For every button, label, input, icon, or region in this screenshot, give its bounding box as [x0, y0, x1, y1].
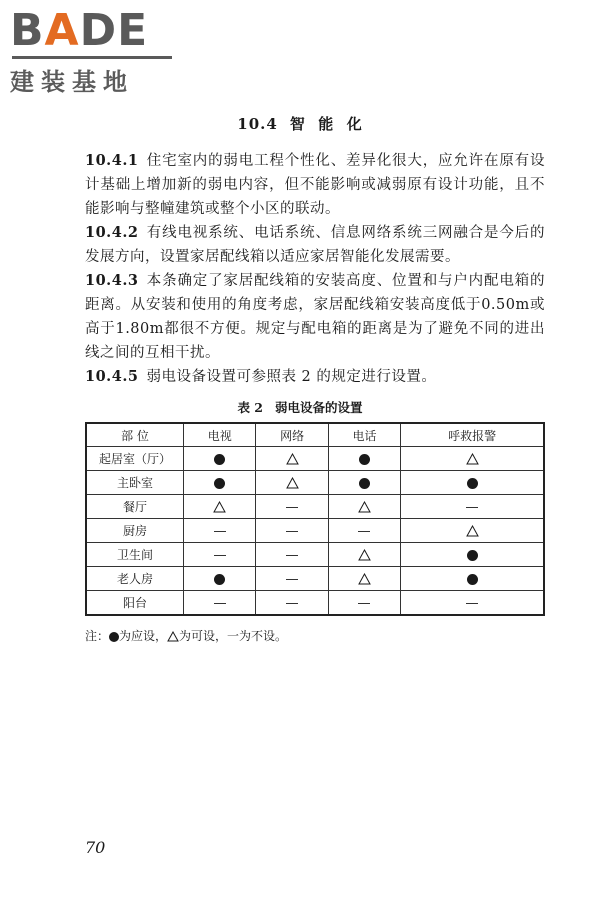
bade-logo: [10, 5, 180, 96]
not-required-cell: [256, 543, 328, 567]
dash-symbol-icon: [286, 507, 298, 508]
header-phone: 电话: [328, 423, 400, 447]
dash-symbol-icon: [358, 531, 370, 532]
required-cell: [328, 447, 400, 471]
row-location: 阳台: [86, 591, 184, 616]
dot-symbol-icon: [467, 574, 478, 585]
dash-symbol-icon: [286, 531, 298, 532]
dash-symbol-icon: [286, 579, 298, 580]
dash-symbol-icon: [466, 507, 478, 508]
table-row: [86, 495, 544, 519]
dash-symbol-icon: [214, 555, 226, 556]
not-required-cell: [256, 567, 328, 591]
optional-cell: [328, 543, 400, 567]
triangle-symbol-icon: [466, 453, 479, 465]
optional-cell: [328, 567, 400, 591]
section-name: 智 能 化: [289, 115, 363, 133]
table-row: [86, 447, 544, 471]
dash-symbol-icon: [286, 603, 298, 604]
section-number: 10.4: [237, 115, 278, 133]
table-note: 注： 为应设， 为可设，一为不设。: [85, 629, 288, 643]
table-caption: 表 2 弱电设备的设置: [237, 400, 363, 415]
section-title: [0, 113, 600, 134]
dot-symbol-icon: [467, 478, 478, 489]
header-location: 部 位: [86, 423, 184, 447]
header-network: 网络: [256, 423, 328, 447]
not-required-cell: [401, 591, 544, 616]
table-row: [86, 471, 544, 495]
not-required-cell: [401, 495, 544, 519]
optional-cell: [328, 495, 400, 519]
weak-current-device-table: [85, 422, 545, 616]
paragraph-10-4-1: 10.4.1 住宅室内的弱电工程个性化、差异化很大，应允许在原有设计基础上增加新的弱电内容，但不能影响或减弱原有设计功能，且不能影响与整幢建筑或整个小区的联动。: [85, 152, 545, 217]
row-location: 厨房: [86, 519, 184, 543]
triangle-symbol-icon: [286, 453, 299, 465]
row-location: 餐厅: [86, 495, 184, 519]
dot-symbol-icon: [359, 454, 370, 465]
optional-cell: [401, 447, 544, 471]
triangle-symbol-icon: [358, 573, 371, 585]
table-row: [86, 567, 544, 591]
triangle-symbol-icon: [213, 501, 226, 513]
not-required-cell: [328, 519, 400, 543]
table-header-row: [86, 423, 544, 447]
not-required-cell: [256, 495, 328, 519]
table-row: [86, 519, 544, 543]
required-cell: [328, 471, 400, 495]
dash-symbol-icon: [214, 603, 226, 604]
optional-cell: [401, 519, 544, 543]
not-required-cell: [184, 543, 256, 567]
dash-symbol-icon: [358, 603, 370, 604]
dot-symbol-icon: [467, 550, 478, 561]
logo-word: BADE: [10, 5, 149, 56]
paragraph-10-4-2: 10.4.2 有线电视系统、电话系统、信息网络系统三网融合是今后的发展方向，设置家居配线箱以适应家居智能化发展需要。: [85, 224, 545, 265]
required-cell: [184, 471, 256, 495]
table-row: [86, 591, 544, 616]
triangle-symbol-icon: [167, 631, 179, 642]
triangle-symbol-icon: [466, 525, 479, 537]
optional-cell: [256, 471, 328, 495]
dot-symbol-icon: [214, 454, 225, 465]
logo-rule: [12, 56, 172, 59]
dash-symbol-icon: [214, 531, 226, 532]
dash-symbol-icon: [286, 555, 298, 556]
not-required-cell: [328, 591, 400, 616]
not-required-cell: [184, 519, 256, 543]
row-location: 老人房: [86, 567, 184, 591]
required-cell: [401, 543, 544, 567]
dot-symbol-icon: [214, 574, 225, 585]
required-cell: [184, 447, 256, 471]
paragraph-10-4-3: 10.4.3 本条确定了家居配线箱的安装高度、位置和与户内配电箱的距离。从安装和使用的角度考虑，家居配线箱安装高度低于0.50m或高于1.80m都很不方便。规定与配电箱的距离是为了避免不同的进出线之间的互相干扰。: [85, 272, 545, 361]
optional-cell: [184, 495, 256, 519]
table-body: [86, 447, 544, 616]
row-location: 主卧室: [86, 471, 184, 495]
required-cell: [401, 471, 544, 495]
dot-symbol-icon: [214, 478, 225, 489]
not-required-cell: [256, 519, 328, 543]
paragraph-10-4-5: 10.4.5 弱电设备设置可参照表 2 的规定进行设置。: [85, 368, 437, 385]
table-row: [86, 543, 544, 567]
triangle-symbol-icon: [286, 477, 299, 489]
triangle-symbol-icon: [358, 501, 371, 513]
dot-symbol-icon: [109, 632, 119, 642]
row-location: 起居室（厅）: [86, 447, 184, 471]
logo-subtitle: 建装基地: [10, 68, 134, 96]
header-alarm: 呼救报警: [401, 423, 544, 447]
page-number: 70: [85, 838, 106, 857]
header-tv: 电视: [184, 423, 256, 447]
required-cell: [184, 567, 256, 591]
triangle-symbol-icon: [358, 549, 371, 561]
dash-symbol-icon: [466, 603, 478, 604]
not-required-cell: [184, 591, 256, 616]
optional-cell: [256, 447, 328, 471]
not-required-cell: [256, 591, 328, 616]
row-location: 卫生间: [86, 543, 184, 567]
dot-symbol-icon: [359, 478, 370, 489]
required-cell: [401, 567, 544, 591]
